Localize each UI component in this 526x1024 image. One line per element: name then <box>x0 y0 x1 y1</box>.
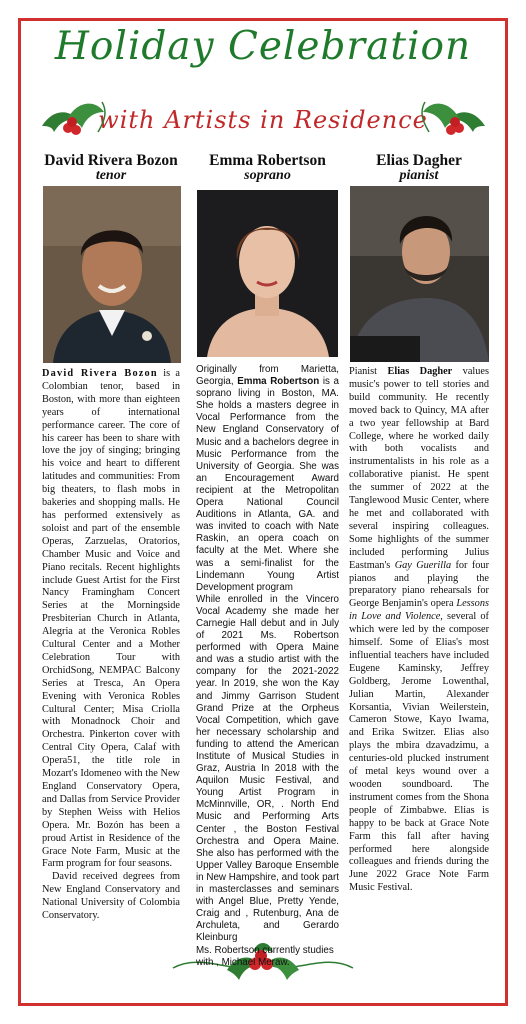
bio-paragraph: , several of which were led by the composer himself. Some of Elias's most influential teachers have included Eugene Kaminsky, Jeffrey Goldberg, Jerome Lowenthal, Julian Martin, Alexander Korsantia, Vivian Weilerstein, Cameron Stowe, Kayo Iwama, and Erika Switzer. Elias also plays the mbira dzavadzimu, a centuries-old plucked instrument of metal keys wound over a wooden soundboard. The instrument comes from the Shona people of Zimbabwe. Elias is happy to be back at Grace Note Farm this fall after having performed here alongside colleagues and friends during the June 2022 Grace Note Farm Music Festival. <box>349 611 489 894</box>
artist-bio <box>196 364 339 969</box>
bio-paragraph: Originally from Marietta, Georgia, <box>196 364 339 388</box>
bio-paragraph: is a Colombian tenor, based in Boston, with more than eighteen years of international performance career. The core of his career has been to share with love the joy of singing; bringing his voice and heart to different latitudes and communities: From big theaters, to flash mobs in bakeries and shopping malls. He has performed extensively as soloist and part of the ensemble Operas, Zarzuelas, Oratorios, Chamber Music and Voice and Piano recitals. Recent highlights include Guest Artist for the First Nancy Framingham Concert Series at the Morningside Presbiterian Church in Atlanta, Alegria at the Veronica Robles Cultural Center and a Mother Celebration Tour with OrchidSong, NEMPAC Balcony Series at Tresca, An Opera Evening with Veronica Robles Cultural Center; Misa Criolla with Monadnock Choir and Orchestra. Pinkerton cover with Central City Opera, Calaf with Opera51, the title role in Mozart's Idomeneo with the New England Conservatory Opera, and Dallas from Service Provider by Stephen Weiss with Helios Opera. Mr. Bozón has been a proud Artist in Residence of the Grace Note Farm, Music at the Farm program for four seasons. <box>42 368 181 870</box>
bio-paragraph: David received degrees from New England Conservatory and National University of Colombia Conservatory. <box>42 871 180 922</box>
holly-icon <box>38 92 110 142</box>
artist-name: Emma Robertson <box>209 152 326 169</box>
page-title: Holiday Celebration <box>54 24 472 69</box>
artist-bio <box>42 368 180 923</box>
artist-name: David Rivera Bozon <box>44 152 178 169</box>
artist-photo <box>350 186 489 362</box>
artist-role: pianist <box>399 168 439 183</box>
bio-lead-name: Emma Robertson <box>237 376 320 388</box>
artist-name: Elias Dagher <box>376 152 462 169</box>
bio-work-title: Gay Guerilla <box>394 559 452 571</box>
bio-paragraph: for four pianos and playing the preparatory piano rehearsals for George Benjamin's opera <box>349 559 489 610</box>
bio-paragraph: Ms. Robertson currently studies with , Michael Meraw. <box>196 944 334 968</box>
artist-photo <box>197 190 338 357</box>
bio-lead-name: Elias Dagher <box>387 366 453 377</box>
bio-paragraph: While enrolled in the Vincero Vocal Academy she made her Carnegie Hall debut and in July of 2021 Ms. Robertson performed with Opera Maine and was a studio artist with the company for the 2021-2022 year. In 2019, she won the Kay and Jimmy Garrison Student Grand Prize at the Orpheus Vocal Competition, which gave her necessary scholarship and funding to attend the American Institute of Musical Studies in Graz, Austria In 2018 with the Aquilon Music Festival, and Young Artist Program in McMinnville, OR, . North End Music and Performing Arts Center , the Boston Festival Orchestra and Opera Maine. She also has performed with the Upper Valley Baroque Ensemble in New Hampshire, and took part in masterclasses and seminars with Angel Blue, Pretty Yende, Craig and , Rutenburg, Ana de Archuleta, and Gerardo Kleinburg <box>196 593 339 944</box>
bio-paragraph: Pianist <box>349 366 388 377</box>
artist-column-header <box>349 152 489 184</box>
bio-paragraph: values music's power to tell stories and build community. He recently moved back to Quincy, MA after a two year fellowship at Bard College, where he worked daily with both vocalists and instrumentalists in his role as a collaborative pianist. He spent the summer of 2022 at the Tanglewood Music Center, where he met and collaborated with several inspiring colleagues. Some highlights of the summer included performing Julius Eastman's <box>349 366 489 571</box>
artist-column-header <box>42 152 180 184</box>
artist-photo <box>43 186 181 363</box>
bio-paragraph: is a soprano living in Boston, MA. She holds a masters degree in Vocal Performance from the New England Conservatory of Music and a bachelors degree in Music Performance from the University of Georgia. She was an Encouragement Award recipient at the Metropolitan Opera National Council Auditions in Atlanta, GA. and was invited to coach with Nate Raskin, an opera coach on faculty at the Met. Where she was a semi-finalist for the Lindemann Young Artist Development program <box>196 376 339 593</box>
artist-role: tenor <box>95 168 127 183</box>
holly-icon <box>417 92 489 142</box>
bio-work-title: Lessons in Love and Violence <box>349 598 489 623</box>
bio-lead-name: David Rivera Bozon <box>42 368 158 379</box>
artist-role: soprano <box>244 168 291 183</box>
page-subtitle: with Artists in Residence <box>98 106 428 134</box>
artist-bio <box>349 366 489 895</box>
artist-column-header <box>196 152 339 184</box>
